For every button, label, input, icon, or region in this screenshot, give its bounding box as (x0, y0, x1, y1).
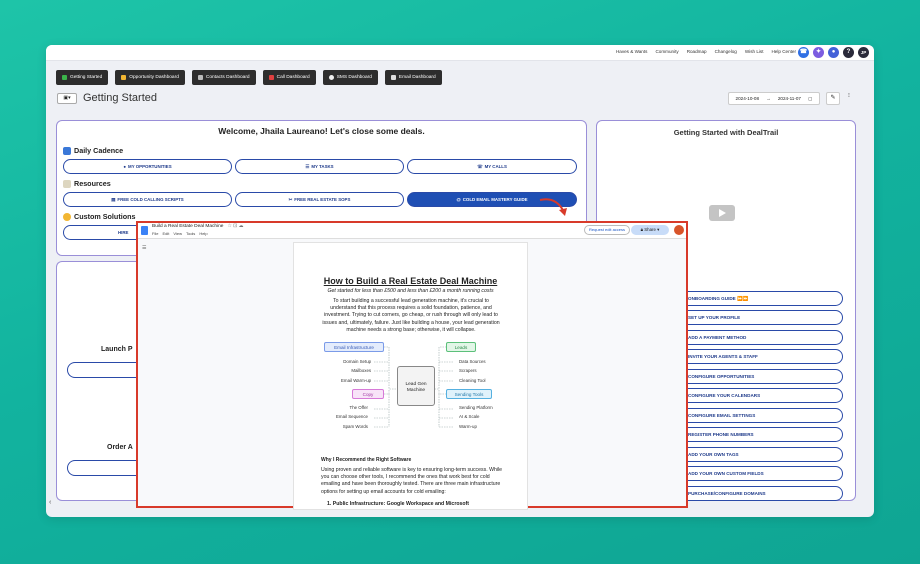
arrow-annotation (536, 194, 572, 220)
doc-icon: ▤ (111, 196, 116, 202)
outline-icon[interactable]: ☰ (142, 245, 147, 251)
chat-icon (329, 75, 334, 80)
tab-label: Contacts Dashboard (205, 75, 250, 80)
purchase-domains-button[interactable]: PURCHASE/CONFIGURE DOMAINS (679, 486, 843, 501)
set-up-profile-button[interactable]: SET UP YOUR PROFILE (679, 310, 843, 325)
top-bar (46, 45, 874, 61)
copy-items (336, 403, 368, 431)
lead-items (459, 357, 486, 385)
handshake-icon (121, 75, 126, 80)
button-label: COLD EMAIL MASTERY GUIDE (462, 197, 528, 202)
calendar-icon (63, 147, 71, 155)
edit-icon[interactable]: ✎ (826, 92, 840, 105)
phone-icon (269, 75, 274, 80)
tab-contacts-dashboard[interactable] (192, 70, 256, 85)
configure-opportunities-button[interactable]: CONFIGURE OPPORTUNITIES (679, 369, 843, 384)
phone-icon: ☏ (477, 163, 483, 169)
date-end: 2024-11-07 (777, 96, 801, 101)
leads-node: Leads (446, 342, 476, 352)
list-item: Data Sources (459, 359, 486, 364)
my-calls-button[interactable] (407, 159, 577, 174)
date-range-picker[interactable] (728, 92, 820, 105)
launch-button[interactable] (67, 362, 143, 378)
my-opportunities-button[interactable] (63, 159, 232, 174)
register-phone-numbers-button[interactable]: REGISTER PHONE NUMBERS (679, 427, 843, 442)
hands-icon (63, 213, 71, 221)
email-icon (391, 75, 396, 80)
document-overlay (136, 221, 688, 508)
menu-help[interactable]: Help (199, 231, 208, 236)
add-tags-button[interactable]: ADD YOUR OWN TAGS (679, 447, 843, 462)
real-estate-sops-button[interactable] (235, 192, 404, 207)
list-item: Spam Words (342, 423, 368, 429)
contacts-icon (198, 75, 203, 80)
tab-label: Email Dashboard (398, 75, 436, 80)
tab-label: Call Dashboard (276, 75, 310, 80)
order-button[interactable] (67, 460, 143, 476)
resources-heading (63, 179, 111, 188)
doc-title-text: Build a Real Estate Deal Machine (152, 224, 224, 229)
wish-list-link[interactable]: Wish List (744, 49, 764, 54)
add-payment-method-button[interactable]: ADD A PAYMENT METHOD (679, 330, 843, 345)
launch-card (56, 261, 136, 501)
lock-icon: 🔒︎ (640, 227, 645, 232)
doc-subtitle: Get started for less than £500 and less than £200 a month running costs (327, 288, 494, 294)
help-center-link[interactable]: Help Center (771, 49, 796, 54)
launch-label: Launch P (101, 346, 133, 353)
add-custom-fields-button[interactable]: ADD YOUR OWN CUSTOM FIELDS (679, 466, 843, 481)
share-button[interactable]: 🔒︎ Share ▾ (631, 225, 669, 235)
list-item: Warm-up (459, 423, 477, 429)
scroll-left-icon[interactable]: ‹ (49, 499, 52, 506)
doc-title (152, 224, 243, 229)
doc-page (293, 242, 528, 510)
cold-calling-scripts-button[interactable] (63, 192, 232, 207)
date-start: 2024-10-08 (735, 96, 760, 101)
page-title: Getting Started (83, 92, 157, 104)
request-edit-button[interactable]: Request edit access (584, 225, 630, 235)
section-label: Custom Solutions (74, 212, 136, 221)
apps-icon[interactable]: ✦ (813, 47, 824, 58)
welcome-title: Welcome, Jhaila Laureano! Let's close some deals. (218, 126, 425, 136)
doc-menu (152, 231, 208, 236)
dashboard-tabs (56, 70, 442, 85)
menu-tools[interactable]: Tools (185, 231, 196, 236)
play-video-button[interactable] (709, 205, 735, 221)
button-label: FREE REAL ESTATE SOPS (294, 197, 351, 202)
list-item: The Offer (349, 405, 368, 410)
onboarding-guide-button[interactable]: ONBOARDING GUIDE ⏩⏩ (679, 291, 843, 306)
doc-intro: To start building a successful lead generation machine, it's crucial to understand that this process requires a solid foundation, patience, and investment. Trying to cut corners, go cheap, or rush through will only lead to issues and, ultimately, failure. Just like building a house, your lead generation machine needs a strong base; otherwise, it will collapse. (322, 298, 500, 333)
button-label: MY TASKS (311, 164, 334, 169)
button-label: MY OPPORTUNITIES (128, 164, 172, 169)
avatar[interactable]: JP (858, 47, 869, 58)
phone-icon[interactable]: ☎ (798, 47, 809, 58)
list-item: Scrapers (459, 368, 477, 374)
doc-heading: How to Build a Real Estate Deal Machine (323, 276, 498, 286)
list-item: Email Sequence (336, 414, 368, 420)
sending-items (459, 403, 493, 431)
email-infra-items (341, 357, 371, 385)
changelog-link[interactable]: Changelog (714, 49, 737, 54)
copy-node: Copy (352, 389, 384, 399)
circle-icon: ● (123, 164, 127, 169)
doc-toolbar (138, 223, 686, 239)
tab-opportunity-dashboard[interactable] (115, 70, 185, 85)
tab-sms-dashboard[interactable] (323, 70, 378, 85)
order-label: Order A (107, 444, 133, 451)
section-label: Daily Cadence (74, 146, 124, 155)
configure-email-settings-button[interactable]: CONFIGURE EMAIL SETTINGS (679, 408, 843, 423)
why-heading: Why I Recommend the Right Software (321, 457, 412, 463)
more-icon[interactable]: ⁝ (848, 93, 850, 99)
calendar-icon: ▢ (808, 95, 813, 101)
button-label: FREE COLD CALLING SCRIPTS (117, 197, 184, 202)
tab-label: Opportunity Dashboard (129, 75, 179, 80)
roadmap-link[interactable]: Roadmap (686, 49, 707, 54)
point-one: 1. Public Infrastructure: Google Workspace and Microsoft (327, 501, 470, 507)
tab-getting-started[interactable] (56, 70, 108, 85)
list-item: Mailboxes (351, 368, 372, 374)
book-icon (63, 180, 71, 188)
haves-wants-link[interactable]: Haves & Wants (615, 49, 648, 54)
list-item: AI & Scale (459, 414, 480, 420)
list-item: Sending Platform (459, 405, 493, 410)
tab-label: SMS Dashboard (336, 75, 372, 80)
tab-label: Getting Started (70, 75, 103, 80)
list-item: Email Warm-up (341, 377, 372, 383)
list-icon: ☰ (305, 163, 310, 169)
my-tasks-button[interactable] (235, 159, 404, 174)
hire-button[interactable] (63, 225, 143, 240)
lead-gen-machine-node: Lead Gen Machine (397, 366, 435, 406)
menu-view[interactable]: View (173, 231, 182, 236)
date-arrow: → (766, 96, 771, 101)
menu-edit[interactable]: Edit (162, 231, 170, 236)
tools-icon: ✂ (288, 196, 293, 202)
daily-cadence-heading (63, 146, 123, 155)
section-label: Resources (74, 179, 111, 188)
check-icon (62, 75, 67, 80)
configure-calendars-button[interactable]: CONFIGURE YOUR CALENDARS (679, 388, 843, 403)
bell-icon[interactable]: ● (828, 47, 839, 58)
share-label: Share (644, 227, 656, 232)
tab-email-dashboard[interactable] (385, 70, 442, 85)
sending-tools-node: Sending Tools (446, 389, 492, 399)
custom-solutions-heading (63, 212, 136, 221)
layout-selector[interactable]: ▣▾ (57, 93, 77, 104)
why-paragraph: Using proven and reliable software is key to ensuring long-term success. While you can choose other tools, I recommend the ones that work best for cold emailing and have been thoroughly tested. There are three main infrastructure options for setting up email accounts for cold emailing: (321, 467, 503, 495)
button-label: HIRE (118, 230, 129, 235)
menu-file[interactable]: File (152, 231, 159, 236)
list-item: Domain Setup (343, 359, 372, 364)
list-item: Cleaning Tool (459, 377, 486, 383)
getting-started-title: Getting Started with DealTrail (673, 128, 779, 137)
docs-icon (141, 226, 148, 235)
tab-call-dashboard[interactable] (263, 70, 316, 85)
user-avatar[interactable] (674, 225, 684, 235)
invite-agents-button[interactable]: INVITE YOUR AGENTS & STAFF (679, 349, 843, 364)
email-infrastructure-node: Email Infrastructure (324, 342, 384, 352)
help-icon[interactable]: ? (843, 47, 854, 58)
at-icon: @ (456, 197, 461, 202)
button-label: MY CALLS (484, 164, 507, 169)
star-icon[interactable]: ☆ ⊡ ☁ (227, 224, 244, 229)
community-link[interactable]: Community (655, 49, 679, 54)
